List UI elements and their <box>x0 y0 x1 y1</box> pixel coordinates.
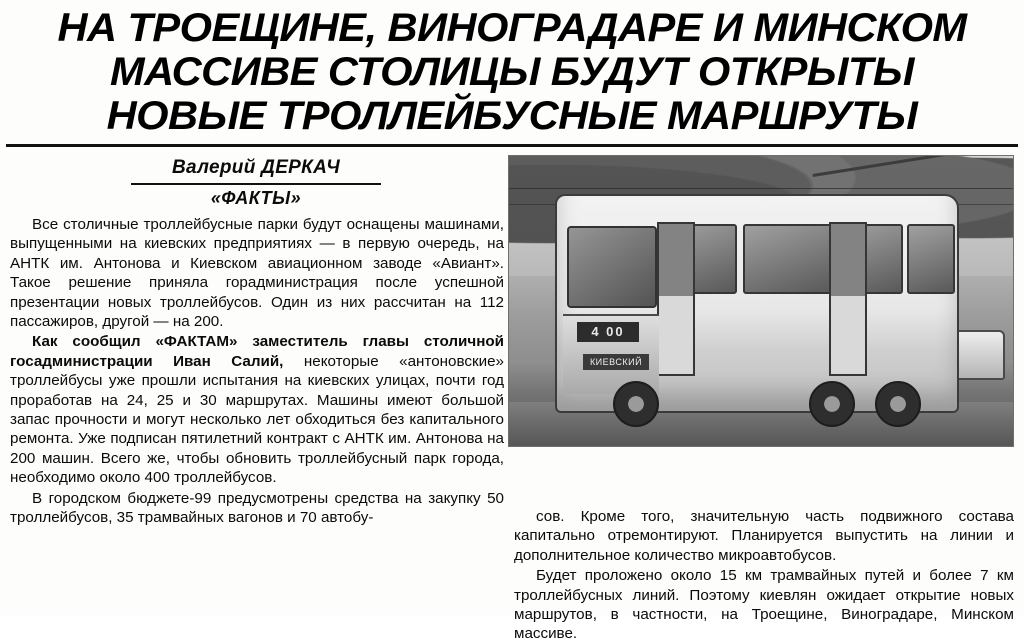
headline <box>0 0 1024 138</box>
headline-line-3: НОВЫЕ ТРОЛЛЕЙБУСНЫЕ МАРШРУТЫ <box>106 94 918 138</box>
headline-line-2: МАССИВЕ СТОЛИЦЫ БУДУТ ОТКРЫТЫ <box>110 50 914 94</box>
article-body <box>0 147 1024 643</box>
paragraph: Все столичные троллейбусные парки будут оснащены машинами, выпущенными на киевских предприятиях — в первую очередь, на АНТК им. Антонова и Киевском авиационном заводе «Авиант». Такое решение приняла горадминистрация после успешной презентации новых троллейбусов. Один из них рассчитан на 112 пассажиров, другой — на 200. <box>10 216 504 331</box>
column-right <box>514 215 1014 644</box>
section-label: «ФАКТЫ» <box>210 188 302 208</box>
paragraph-highlight <box>10 332 504 487</box>
byline-block <box>10 147 502 209</box>
bus-brand-badge: КИЕВСКИЙ <box>583 354 649 370</box>
article-author: Валерий ДЕРКАЧ <box>172 157 340 178</box>
byline-divider <box>131 183 381 185</box>
column-left <box>10 215 504 528</box>
paragraph-bold-lead: Как сообщил «ФАКТАМ» заместитель главы столичной госадминистрации Иван Салий, <box>10 333 504 370</box>
paragraph: Будет проложено около 15 км трамвайных путей и более 7 км троллейбусных линий. Поэтому киевлян ожидает открытие новых маршрутов, в частности, на Троещине, Виноградаре, Минском массиве. <box>514 567 1014 643</box>
paragraph: В городском бюджете-99 предусмотрены средства на закупку 50 троллейбусов, 35 трамвайных вагонов и 70 автобу- <box>10 489 504 527</box>
paragraph: сов. Кроме того, значительную часть подвижного состава капитально отремонтируют. Планируется выпустить на линии и дополнительное количество микроавтобусов. <box>514 508 1014 564</box>
photo-spacer <box>514 215 1014 507</box>
bus-route-number: 4 00 <box>577 322 639 342</box>
headline-line-1: НА ТРОЕЩИНЕ, ВИНОГРАДАРЕ И МИНСКОМ <box>57 6 967 50</box>
paragraph-rest: некоторые «антоновские» троллейбусы уже прошли испытания на киевских улицах, почти год проработав на 24, 25 и 30 маршрутах. Машины имеют большой запас прочности и могут несколько лет обходиться без капитального ремонта. Уже подписан пятилетний контракт с АНТК им. Антонова на 200 машин. Всего же, чтобы обновить троллейбусный парк города, необходимо около 400 троллейбусов. <box>10 352 504 487</box>
